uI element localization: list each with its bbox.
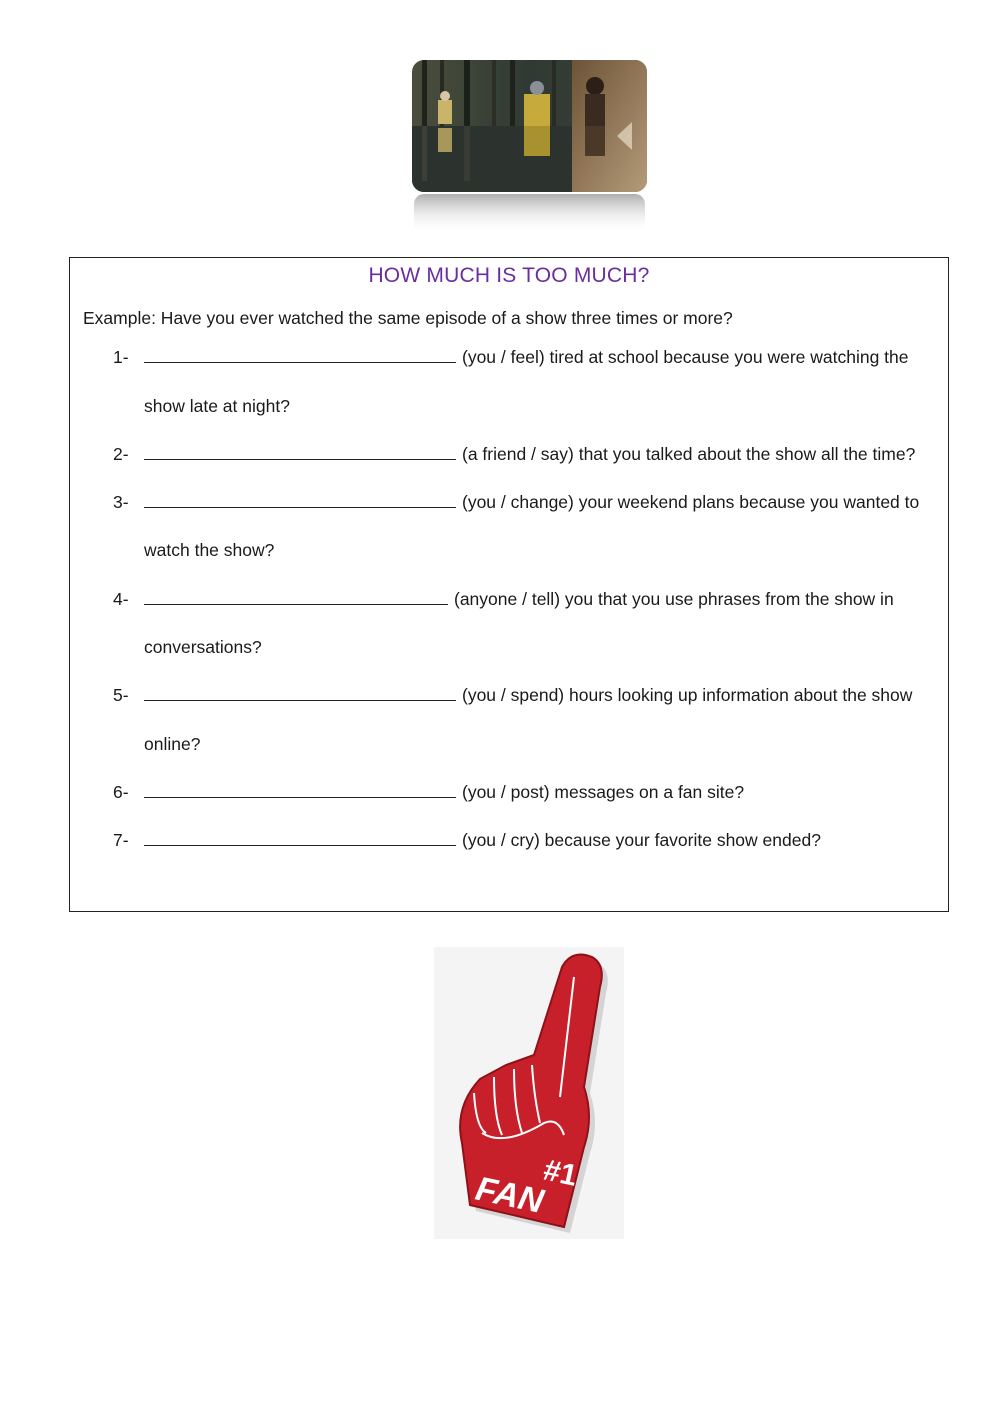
question-continuation: online?: [144, 734, 201, 754]
question-number: 1-: [113, 347, 129, 367]
question-text: (you / post) messages on a fan site?: [462, 782, 745, 802]
answer-blank[interactable]: [144, 349, 456, 363]
question-continuation: show late at night?: [144, 396, 290, 416]
question-number: 4-: [113, 589, 129, 609]
answer-blank[interactable]: [144, 591, 448, 605]
answer-blank[interactable]: [144, 832, 456, 846]
answer-blank[interactable]: [144, 494, 456, 508]
question-number: 7-: [113, 830, 129, 850]
question-text: (you / spend) hours looking up information about the show: [462, 685, 913, 705]
question-text: (you / feel) tired at school because you were watching the: [462, 347, 909, 367]
fan-number-text: #1: [540, 1153, 581, 1193]
exercise-box: [69, 257, 949, 912]
question-text: (you / cry) because your favorite show ended?: [462, 830, 821, 850]
question-continuation: watch the show?: [144, 540, 275, 560]
answer-blank[interactable]: [144, 687, 456, 701]
question-text: (a friend / say) that you talked about the show all the time?: [462, 444, 916, 464]
worksheet-title: HOW MUCH IS TOO MUCH?: [368, 264, 650, 287]
fan-label-text: FAN: [472, 1169, 547, 1221]
show-poster-image: [412, 60, 647, 235]
question-number: 6-: [113, 782, 129, 802]
question-text: (you / change) your weekend plans because you wanted to: [462, 492, 920, 512]
example-sentence: Example: Have you ever watched the same episode of a show three times or more?: [83, 308, 733, 328]
question-continuation: conversations?: [144, 637, 262, 657]
question-number: 5-: [113, 685, 129, 705]
answer-blank[interactable]: [144, 446, 456, 460]
question-number: 3-: [113, 492, 129, 512]
answer-blank[interactable]: [144, 784, 456, 798]
question-number: 2-: [113, 444, 129, 464]
question-text: (anyone / tell) you that you use phrases from the show in: [454, 589, 894, 609]
foam-hand-image: [434, 947, 624, 1239]
